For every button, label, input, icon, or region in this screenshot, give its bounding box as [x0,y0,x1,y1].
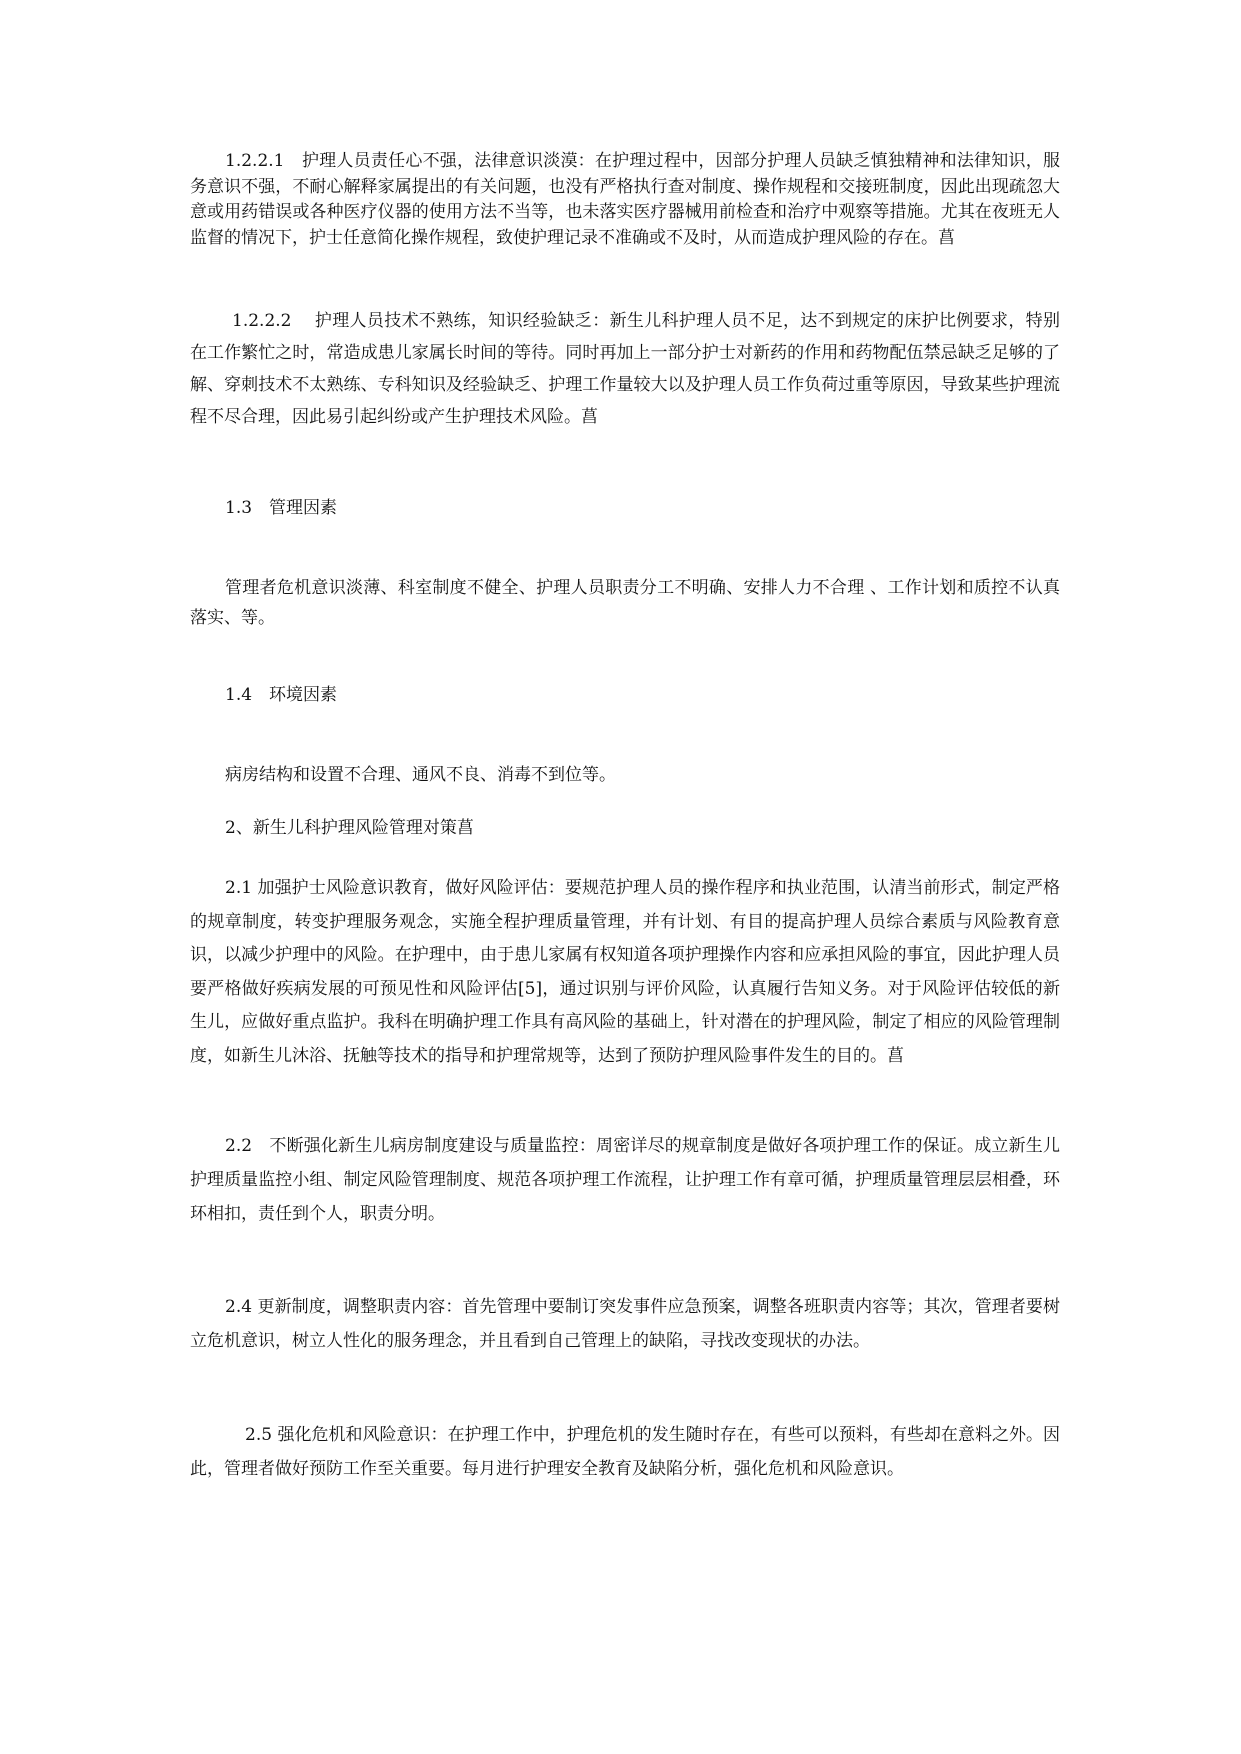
paragraph-environment-factors: 病房结构和设置不合理、通风不良、消毒不到位等。 [225,765,616,785]
paragraph-2-2: 2.2 不断强化新生儿病房制度建设与质量监控：周密详尽的规章制度是做好各项护理工作的保证。成立新生儿护理质量监控小组、制定风险管理制度、规范各项护理工作流程，让护理工作有章可循，护理质量管理层层相叠，环环相扣，责任到个人，职责分明。 [190,1136,1060,1224]
paragraph-management-factors: 管理者危机意识淡薄、科室制度不健全、护理人员职责分工不明确、安排人力不合理 、工作计划和质控不认真落实、等。 [190,578,1060,628]
paragraph-1-2-2-1: 1.2.2.1 护理人员责任心不强，法律意识淡漠：在护理过程中，因部分护理人员缺乏慎独精神和法律知识，服务意识不强，不耐心解释家属提出的有关问题，也没有严格执行查对制度、操作规程和交接班制度，因此出现疏忽大意或用药错误或各种医疗仪器的使用方法不当等，也未落实医疗器械用前检查和治疗中观察等措施。尤其在夜班无人监督的情况下，护士任意简化操作规程，致使护理记录不准确或不及时，从而造成护理风险的存在。菖 [190,151,1060,248]
paragraph-1-2-2-2: 1.2.2.2 护理人员技术不熟练，知识经验缺乏：新生儿科护理人员不足，达不到规定的床护比例要求，特别在工作繁忙之时，常造成患儿家属长时间的等待。同时再加上一部分护士对新药的作用和药物配伍禁忌缺乏足够的了解、穿刺技术不太熟练、专科知识及经验缺乏、护理工作量较大以及护理人员工作负荷过重等原因，导致某些护理流程不尽合理，因此易引起纠纷或产生护理技术风险。菖 [190,311,1060,427]
paragraph-2-1: 2.1 加强护士风险意识教育，做好风险评估：要规范护理人员的操作程序和执业范围，认清当前形式，制定严格的规章制度，转变护理服务观念，实施全程护理质量管理，并有计划、有目的提高护理人员综合素质与风险教育意识，以减少护理中的风险。在护理中，由于患儿家属有权知道各项护理操作内容和应承担风险的事宜，因此护理人员要严格做好疾病发展的可预见性和风险评估[5]，通过识别与评价风险，认真履行告知义务。对于风险评估较低的新生儿，应做好重点监护。我科在明确护理工作具有高风险的基础上，针对潜在的护理风险，制定了相应的风险管理制度，如新生儿沐浴、抚触等技术的指导和护理常规等，达到了预防护理风险事件发生的目的。菖 [190,878,1060,1066]
paragraph-2-4: 2.4 更新制度，调整职责内容：首先管理中要制订突发事件应急预案，调整各班职责内容等；其次，管理者要树立危机意识，树立人性化的服务理念，并且看到自己管理上的缺陷，寻找改变现状的办法。 [190,1297,1060,1351]
paragraph-2-5: 2.5 强化危机和风险意识：在护理工作中，护理危机的发生随时存在，有些可以预料，有些却在意料之外。因此，管理者做好预防工作至关重要。每月进行护理安全教育及缺陷分析，强化危机和风险意识。 [190,1425,1060,1479]
heading-1-3: 1.3 管理因素 [225,498,338,518]
heading-section-2: 2、新生儿科护理风险管理对策菖 [225,818,474,838]
heading-1-4: 1.4 环境因素 [225,685,338,705]
